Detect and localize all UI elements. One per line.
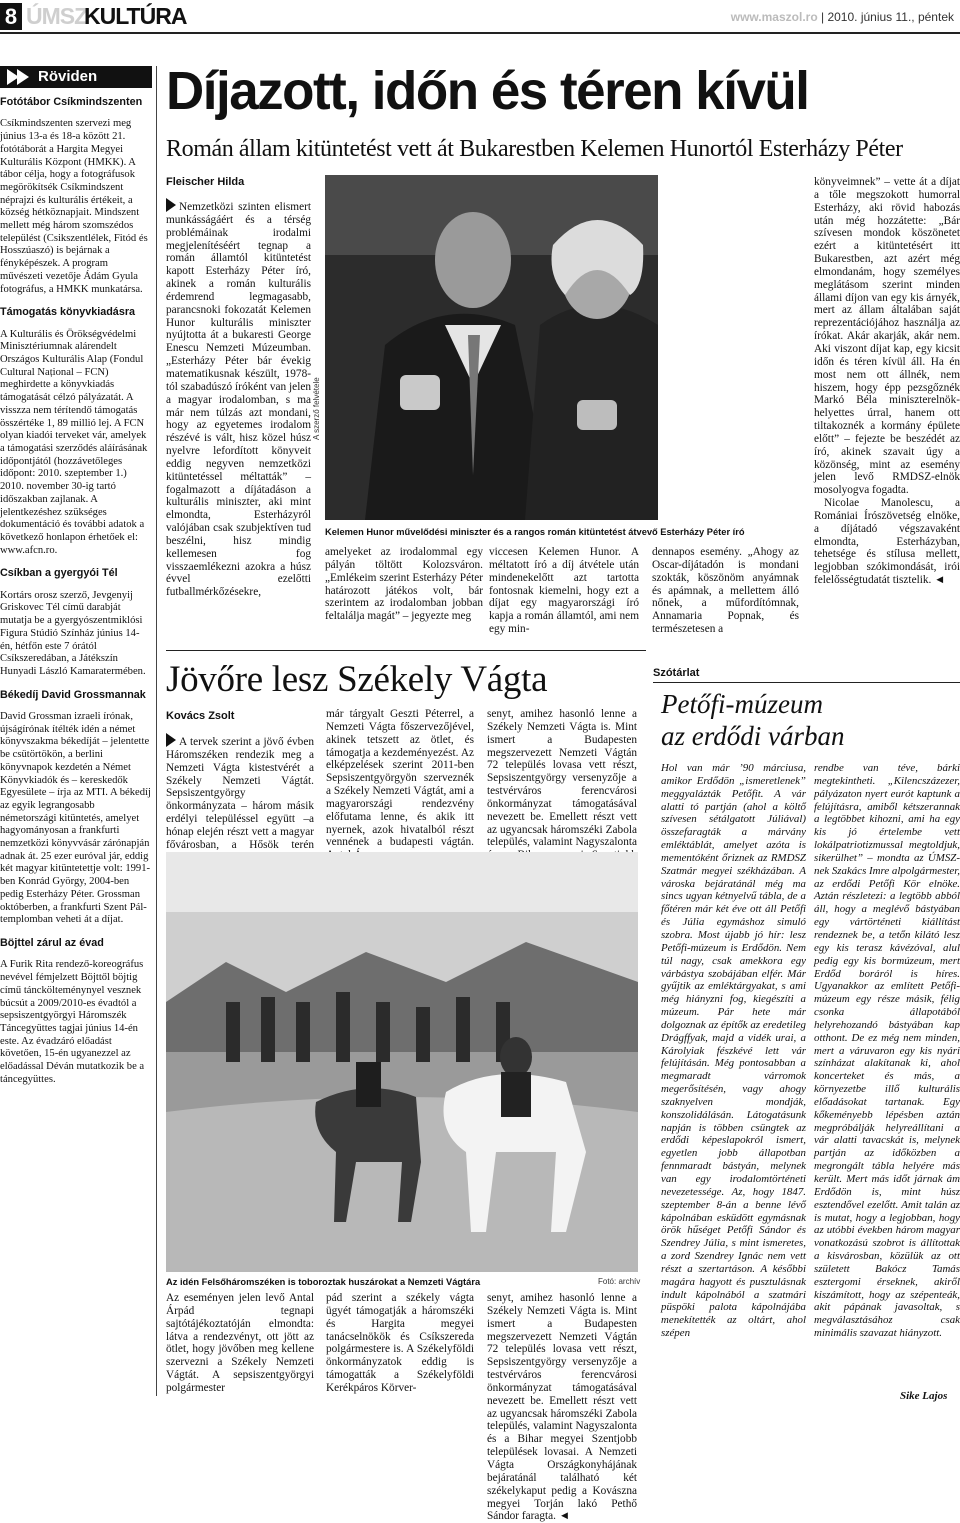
paper-name: ÚMSZ <box>26 3 88 29</box>
article-column: viccesen Kelemen Hunor. A méltatott író a díj átvétele után mindenekelőtt azt tartotta fontosnak kiemelni, hogy ezt a díjat egy magyarországi író kapja a román államtól, ami nem egy min- <box>489 546 639 636</box>
brief-heading: Békedíj David Grossmannak <box>0 688 146 701</box>
column-title <box>661 688 845 752</box>
issue-date: 2010. június 11., péntek <box>827 10 954 24</box>
arrow-icon <box>17 69 29 85</box>
brief-body: A Furik Rita rendező-koreográfus nevével fémjelzett Böjttől böjtig című tánckölteménynyel vesznek búcsút a 2009/2010-es évadtól a sepsiszentgyörgyi Háromszék Táncegyüttes tagjai június 14-én este. Az évadzáró előadást követően, 15-én ugyanezzel az előadással Déván mutatkozik be a táncegyüttes. <box>0 959 145 1085</box>
photo-caption: Kelemen Hunor művelődési miniszter és a rangos román kitüntetést átvevő Esterházy Péter író <box>325 527 745 537</box>
photo-illustration <box>325 175 658 520</box>
column-divider <box>156 66 157 1396</box>
brief-heading: Támogatás könyvkiadásra <box>0 306 136 319</box>
page-header <box>0 0 960 34</box>
article-column: senyt, amihez hasonló lenne a Székely Nemzeti Vágta is. Mint ismert a Budapesten megszervezett Nemzeti Vágtán 72 település lovasa vett részt, Sepsiszentgyörgy versenyzője a testvérváros ferencvárosi önkormányzat támogatásával nevezett be. Emellett részt vett az ugyancsak háromszéki Zabola település, valamint Nagyszalonta <box>487 708 637 849</box>
brief-body: Kortárs orosz szerző, Jevgenyij Griskovec Tél című darabját mutatja be a gyergyószentmiklósi Figura Stúdió Színház június 14-én, hétfőn este 7 órától Csíkszeredában, a Játékszín Hunyadi László Kamaratermében. <box>0 589 146 677</box>
byline: Fleischer Hilda <box>166 176 245 188</box>
column-title-line: az erdődi várban <box>661 721 845 751</box>
brief-heading: Csíkban a gyergyói Tél <box>0 567 118 580</box>
arrow-icon <box>166 733 176 747</box>
photo-illustration <box>166 852 638 1272</box>
article-column <box>166 733 314 851</box>
second-headline: Jövőre lesz Székely Vágta <box>166 659 548 700</box>
hussars-photo <box>166 852 638 1272</box>
photo-credit: Fotó: archív <box>598 1277 641 1286</box>
article-text: Nicolae Manolescu, a Romániai Írószövetség elnöke, a díjátadó végszavaként elmondta, Esterházyban, tehetsége és stílusa mellett, legjobban szókimondását, irói felelősségtudatát tisztelik. ◄ <box>814 497 960 587</box>
column-title-line: Petőfi-múzeum <box>661 689 823 719</box>
brief-body: A Kulturális és Örökségvédelmi Minisztériumnak alárendelt Országos Kulturális Alap (Fondul Cultural Național – FCN) meghirdette a könyvkiadás támogatását célzó pályázatát. A visszza nem térítendő támogatás összértéke 1, 89 millió lej. A FCN olyan kiadói terveket vár, amelyek a támogatási szerződés aláírásának időpontjától (hozzávetőleges időpont: 2010. szeptember 1.) 2010. november 30-ig tartó időszakban zajlanak. A jelentkezéshez szükséges dokumentáció és további adatok a következő honlapon érhetőek el: www.afcn.ro. <box>0 328 148 556</box>
photo-caption: Az idén Felsőháromszéken is toboroztak huszárokat a Nemzeti Vágtára <box>166 1277 481 1287</box>
column-label: Szótárlat <box>653 667 700 679</box>
brief-heading: Fotótábor Csíkmindszenten <box>0 96 143 108</box>
main-subheadline: Román állam kitüntetést vett át Bukarestben Kelemen Hunortól Esterházy Péter <box>166 136 903 162</box>
article-column: pád szerint a székely vágta ügyét támogatják a háromszéki és Hargita megyei tanácselnökök és Csíkszereda polgármestere is. A Székelyföldi önkormányzatok eddig is támogatták a Székelyföldi Kerékpáros Körver- <box>326 1292 474 1394</box>
article-column: dennapos esemény. „Ahogy az Oscar-díjátadón is mondani szokták, köszönöm anyámnak és apámnak, a mellettem álló nőnek, a műfordítómnak, Annamaria Popnak, és természetesen a <box>652 546 799 636</box>
brief-body: David Grossman izraeli írónak, újságírónak ítélték idén a német könyvszakma békedíját – jelentette be csütörtökön, a berlini könyvnapok kezdetén a Német Könyvkiadók és – kereskedők Egyesülete – írja az MTI. A békedíj az egyik legrangosabb németországi kitüntetés, amelyet hagyományosan a frankfurti nemzetközi könyvvásár zárónapján adnak át. 25 ezer euróval jár, eddig két magyar kitüntetettje volt: 1991-ben Konrád György, 2004-ben pedig Esterházy Péter. Grossman októberben, a frankfurti Szent Pál-templomban veheti át a díjat. <box>0 711 151 926</box>
roviden-header <box>0 66 152 88</box>
header-meta <box>731 10 954 24</box>
byline: Kovács Zsolt <box>166 710 235 722</box>
article-column: Az eseményen jelen levő Antal Árpád tegnapi sajtótájékoztatóján elmondta: látva a rendezvényt, ott jött az ötlet, hogy jövőben meg kellene szervezni a Székely Nemzeti Vágtát. A sepsiszentgyörgyi polgármester <box>166 1292 314 1394</box>
article-column: amelyeket az irodalommal egy pályán töltött Kolozsváron. „Emlékeim szerint Esterházy Péter határozott játékos volt, bár szerintem az irodalomban jobban feltalálja magát” – jegyezte meg <box>325 546 483 623</box>
section-title: KULTÚRA <box>84 3 187 29</box>
article-text: könyveimnek” – vette át a díjat a tőle megszokott humorral Esterházy, aki rövid habozás után még hozzátette: „Bár szívesen mondok köszönetet ezért a kitüntetésért itt Bukarestben, azt azért még elmondanám, hogy személyes meglátásom szerint minden állami díjon van egy kis árnyék, mert az állam általában saját reprezentációjához használja az írókat. Akár akarják, akár nem. Aki viszont díjat kap, egy kicsit időn és téren kívül áll. Ha én most nem ott állnék, nem hiszem, hogy épp pezsgőznék Markó Béla miniszterelnök-helyettes úrral, hanem ott tiltakoznék a kormány épülete előtt” – fejezte be beszédét az író, akinek szavait úgy a közönség, mint az esemény jelen levő RMDSZ-elnök mosolyogva fogadta. <box>814 176 960 497</box>
column-text: rendbe van téve, bárki megtekintheti. „Kilencszázezer, pályázaton nyert eurót kaptunk a felújításra, amiből kétszerannak a legtöbbet kihozni, ami ha egy kis jó értelembe vett lokálpatriotizmussal megtoldjuk, sikerülhet” – mondta az ÚMSZ-nek Szakács Imre alpolgármester, az erdődi Petőfi Kör elnöke. Aztán részletezi: a legtöbb abból áll, hogy a meglévő bástyában egy vártörténeti kiállítást rendeznek be, a tetőn kilátó lesz egy kis terasz kávézóval, alul pedig egy kis bormúzeum, mert Erdőd boráról is híres. Ugyanakkor az említett Petőfi-múzeum egy része másik, félig csonka állapotából helyrehozandó bástyában kap otthont. De ez még nem minden, mert a váruvaron egy kis nyári színházat alakítanak ki, ahol koncerteket és más, a környezetbe illő kulturális előadásokat tartanak. Egy kőkeményebb lépésben aztán megpróbálják helyreállítani a vár alatti tavacskát is, melynek partján az időközben a megrongált tábla helyére más került. Mert más időt járnak ám Erdődön is, mint húsz esztendővel ezelőtt. Amit talán az is mutat, hogy a legjobban, hogy az utóbbi években három magyar vonatkozású szobrot is állítottak a kisvárosban, közülük az ott született Bakócz Tamás esztergomi érseknek, akiről kiszámított, hogy az szépenteák, akit pápának javasoltak, s megválasztásához csak minimális szavazat hiányzott. <box>814 762 960 1340</box>
ceremony-photo <box>325 175 658 520</box>
article-column: már tárgyalt Geszti Péterrel, a Nemzeti Vágta főszervezőjével, akinek tetszett az ötlet, és támogatja a kezdeményezést. Az elképzelések szerint 2011-ben Sepsiszentgyörgyön szerveznék a Székely Nemzeti Vágtát, ami a magyarországi rendezvény előfutama lenne, és akik itt nyernek, azok hivatalból részt vennének a budapesti vágtán. <box>326 708 474 849</box>
brief-body: Csíkmindszenten szervezi meg június 13-a és 18-a között 21. fotótáborát a Hargita Megyei Kulturális Központ (HMKK). A tábor célja, hogy a fotográfusok megörökítsék Csíkmindszent néprajzi és kulturális értékeit, a község hétköznapjait. Mindszent mellett még három szomszédos települést (Csikszentlélek, Fitód és Hosszúaszó) is bejárnak a fényképészek. A program művészeti vezetője Ádám Gyula fotográfus, a HMKK munkatársa. <box>0 118 148 295</box>
column-box-header <box>653 663 960 683</box>
photo-credit: A szerző felvétele <box>312 377 321 440</box>
article-text: senyt, amihez hasonló lenne a Székely Nemzeti Vágta is. Mint ismert a Budapesten megszervezett Nemzeti Vágtán 72 település lovasa vett részt, Sepsiszentgyörgy versenyzője a testvérváros ferencvárosi önkormányzat támogatásával nevezett be. Emellett részt vett az ugyancsak háromszéki Zabola település, valamint Nagyszalonta és a Bihar megyei Szentjobb települések lovasai. A Nemzeti Vágta Országkonyhájának bejáratánál található két székelykaput pedig a Kovászna megyei Torján lakó Pethő Sándor faragta. ◄ <box>487 1292 637 1523</box>
roviden-title: Röviden <box>38 68 98 85</box>
sidebar-roviden <box>0 66 152 1406</box>
article-column <box>814 176 960 642</box>
arrow-icon <box>166 198 176 212</box>
divider <box>166 650 646 651</box>
brief-heading: Böjttel zárul az évad <box>0 937 104 949</box>
column-author: Sike Lajos <box>900 1390 948 1402</box>
website-link[interactable]: www.maszol.ro <box>730 10 818 24</box>
article-text: Nemzetközi szinten elismert munkásságáért és a térség problémáinak irodalmi megjelenítéséért tegnap a román államtól kitüntetést kapott Esterházy Péter író, akinek a román kulturális érdemrend legmagasabb, parancsnoki fokozatát Kelemen Hunor kulturális miniszter nyújtotta át a bukaresti George Enescu Nemzeti Múzeumban. „Esterházy Péter bár évekig matematikusnak készült, 1978-tól szabadúszó íróként van jelen a magyar irodalomban, s ma már nem túlzás azt mondani, hogy az egyetemes irodalom részévé is vált, hisz közel húsz nyelvre lefordított könyveit eddig negyven nemzetközi kitüntetéssel méltatták” – fogalmazott a díjátadáson a kulturális miniszter, aki mint elmondta, Esterházyról valójában csak szubjektíven tud beszélni, hisz mindig kellemesen fog visszaemlékezni azokra a húsz évvel ezelőtti futballmérkőzésekre, <box>166 201 311 599</box>
header-separator: | <box>821 10 828 24</box>
article-text: A tervek szerint a jövő évben Háromszéken rendezik meg a Nemzeti Vágta kistestvérét a Székely Nemzeti Vágtát. Sepsiszentgyörgy önkormányzata – három másik erdélyi településsel együtt –a hónap elején részt vett a magyar fővárosban, a Hősök terén <box>166 736 314 851</box>
main-headline: Díjazott, időn és téren kívül <box>166 61 809 121</box>
article-column <box>166 198 311 640</box>
column-text: Hol van már ’90 márciusa, amikor Erdődön „ismeretlenek” meggyalázták Petőfit. A vár alatti tó partján (ahol a költő szívesen sétálgatott Júliával) összefaragták a márvány emléktáblát, amelyet azóta is mementóként őriznek az RMDSZ Szatmár megyei székházában. A városka bejáratánál még ma sincs ugyan kétnyelvű tábla, de a főtéren már két éve ott áll Petőfi és Júlia egymáshoz simuló szobra. Most újabb jó hír: lesz Petőfi-múzeum is Erdődön. Nem túl nagy, csak amekkora egy várbástya szobájában elfér. Már gyűjtik az emléktárgyakat, s ami még hiányzni fog, kiegészíti a múzeum. Pár hete már dolgoznak az építők az eredetileg Drágffyak, majd a vidék urai, a Károlyiak fészkévé lett vár felújításán. Még pontosabban a megmaradt várromok megerősítésén, vagy ahogy szaknyelven mondják, konszolidálásán. Látogatásunk napján is többen csüngtek az erdődi képeslapokról ismert, egyetlen jobb állapotban fennmaradt bástyán, melynek van egy irodalomtörténeti nevezetessége. Az, hogy 1847. szeptember 8-án a benne lévő kápolnában esküdött egymásnak örök hűséget Petőfi Sándor és Szendrey Júlia, s mint ismeretes, a zord Szendrey Ignác nem vett részt a szertartáson. A későbbi magára hagyott és pusztulásnak indult kápolnából a szatmári püspöki palota kápolnájába menekítették az oltárt, ahol szépen <box>661 762 806 1340</box>
article-column <box>487 1292 637 1523</box>
page-number: 8 <box>0 3 22 30</box>
